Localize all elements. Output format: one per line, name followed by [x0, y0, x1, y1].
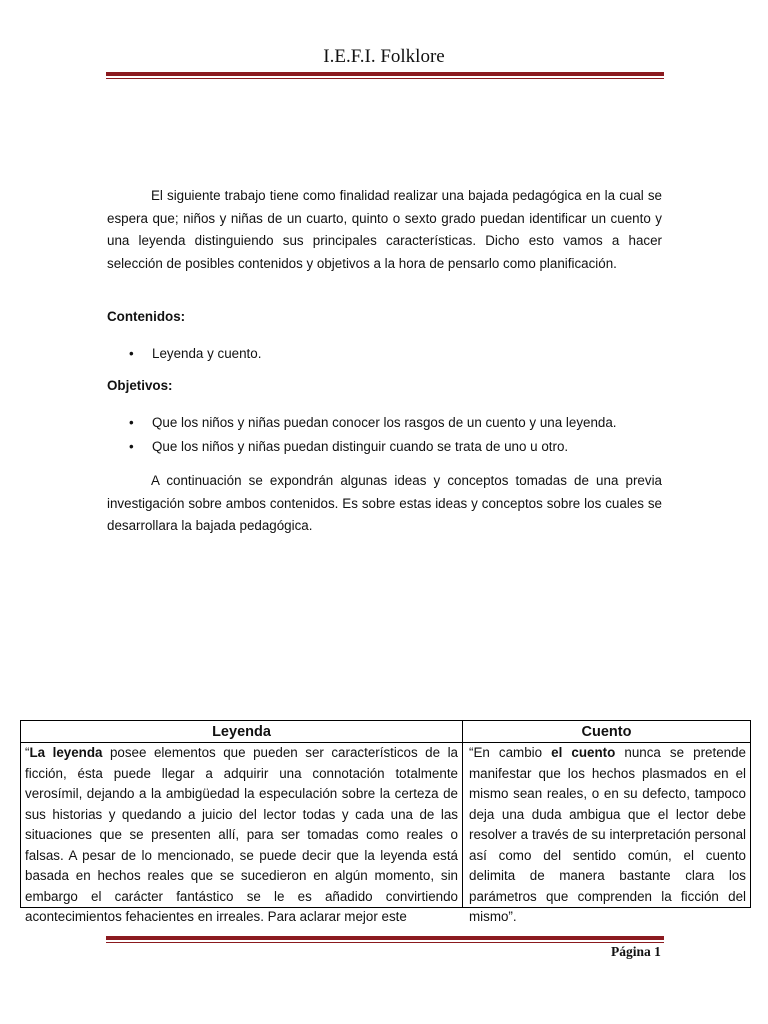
document-header-title: I.E.F.I. Folklore [323, 46, 445, 67]
footer-divider [106, 936, 664, 943]
cell-leyenda: “La leyenda posee elementos que pueden ser característicos de la ficción, ésta puede llegar a adquirir una connotación totalmente verosímil, dejando a la ambigüedad la especulación sobre la certeza de sus historias y quedando a juicio del lector todas y cada una de las situaciones que se presenten allí, para ser tomadas como reales o falsas. A pesar de lo mencionado, se puede decir que la leyenda está basada en hechos reales que se sucedieron en algún momento, sin embargo el carácter fantástico se le es añadido convirtiendo acontecimientos fehacientes en irreales. Para aclarar mejor este [21, 743, 463, 908]
cell-cuento: “En cambio el cuento nunca se pretende manifestar que los hechos plasmados en el mismo sean reales, o en su defecto, tampoco deja una duda ambigua que el lector debe resolver a través de su interpretación personal así como del sentido común, el cuento delimita de manera bastante clara los parámetros que comprenden la ficción del mismo”. [463, 743, 751, 908]
cuento-term: el cuento [551, 745, 616, 760]
list-item: • Que los niños y niñas puedan distinguir cuando se trata de uno u otro. [107, 435, 662, 459]
bullet-icon: • [129, 415, 134, 430]
contenidos-list [107, 342, 662, 366]
objetivos-heading: Objetivos: [107, 378, 173, 393]
list-item: • Leyenda y cuento. [107, 342, 662, 366]
table-header-row [21, 721, 751, 743]
bullet-icon: • [129, 439, 134, 454]
header-cuento: Cuento [463, 721, 751, 743]
list-item: • Que los niños y niñas puedan conocer los rasgos de un cuento y una leyenda. [107, 411, 662, 435]
leyenda-term: La leyenda [29, 745, 103, 760]
objetivos-list [107, 411, 662, 459]
intro-paragraph: El siguiente trabajo tiene como finalidad realizar una bajada pedagógica en la cual se espera que; niños y niñas de un cuarto, quinto o sexto grado puedan identificar un cuento y una leyenda distinguiendo sus principales características. Dicho esto vamos a hacer selección de posibles contenidos y objetivos a la hora de pensarlo como planificación. [107, 188, 662, 271]
contenidos-heading: Contenidos: [107, 309, 186, 324]
header-divider [106, 72, 664, 79]
continuacion-paragraph: A continuación se expondrán algunas ideas y conceptos tomadas de una previa investigación sobre ambos contenidos. Es sobre estas ideas y conceptos sobre los cuales se desarrollara la bajada pedagógica. [107, 473, 662, 533]
comparison-table [20, 720, 751, 924]
header-leyenda: Leyenda [21, 721, 463, 743]
table-row [21, 743, 751, 908]
page-number: Página 1 [611, 944, 661, 959]
bullet-icon: • [129, 346, 134, 361]
